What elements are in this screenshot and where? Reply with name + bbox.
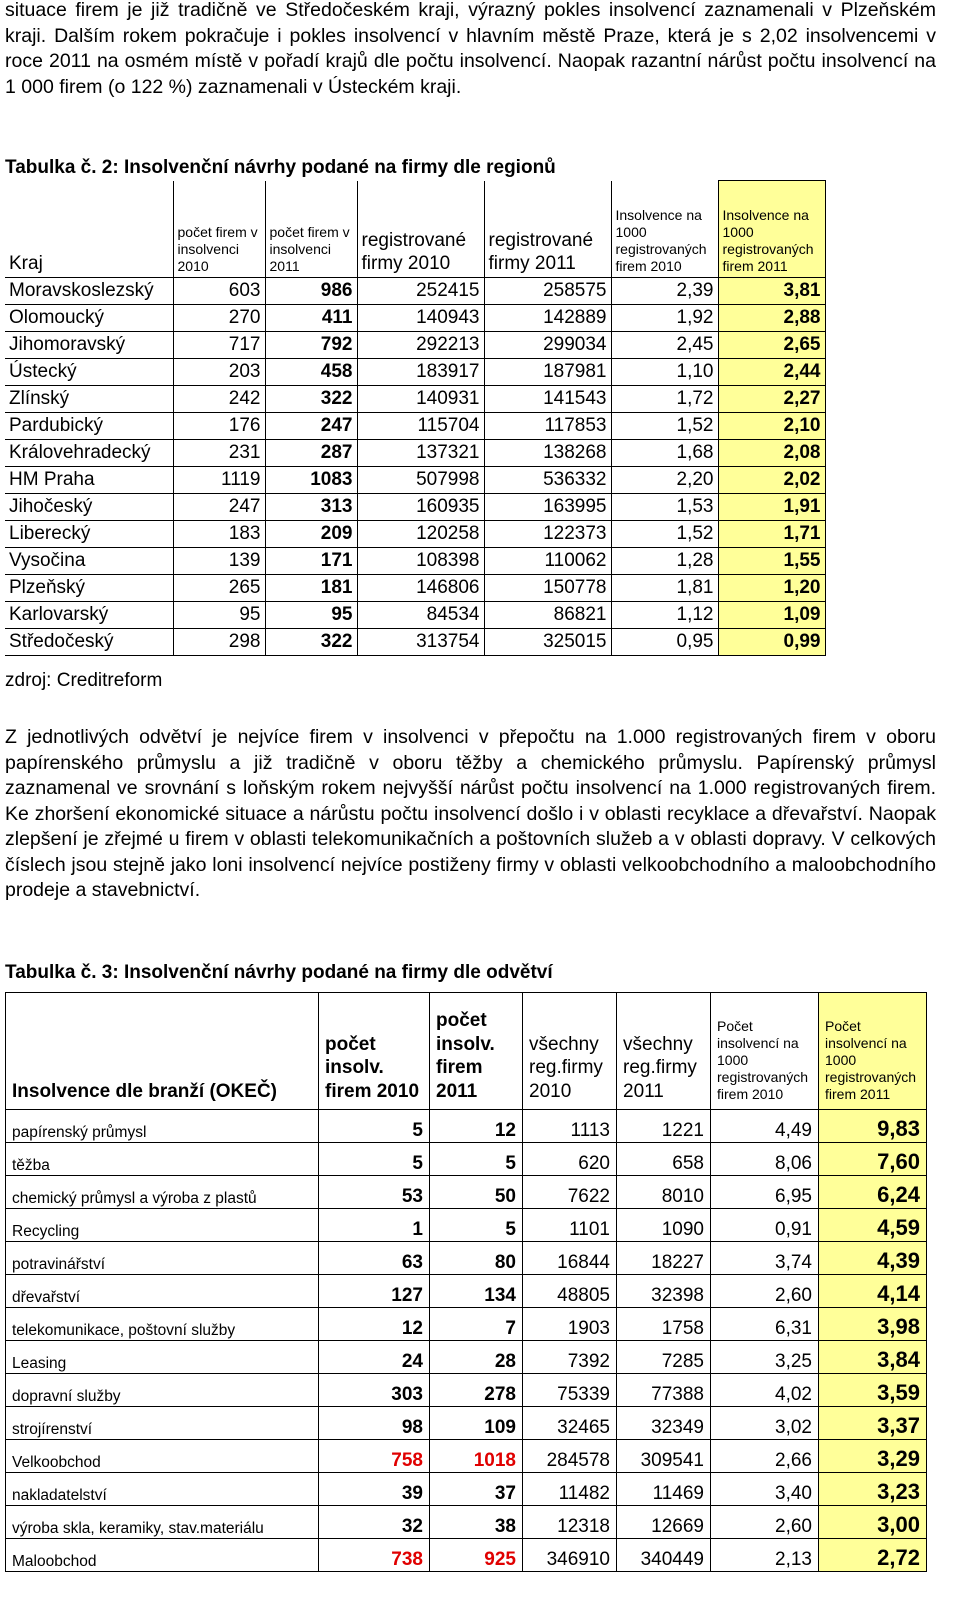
row-label: Královehradecký [5,440,173,467]
table-cell: 122373 [484,521,611,548]
table-cell: 134 [430,1275,523,1308]
table2-header-rate-2010: Insolvence na 1000 registrovaných firem 2010 [611,181,718,278]
table-cell: 270 [173,305,265,332]
table-row [6,1506,927,1539]
table-cell: 176 [173,413,265,440]
table-cell: 4,59 [819,1209,927,1242]
table-cell: 6,31 [711,1308,819,1341]
table-cell: 140943 [357,305,484,332]
table-cell: 322 [265,629,357,656]
table-cell: 32349 [617,1407,711,1440]
table-cell: 325015 [484,629,611,656]
table-cell: 141543 [484,386,611,413]
table-row [5,602,825,629]
table-cell: 1,20 [718,575,825,602]
table-cell: 2,44 [718,359,825,386]
table-cell: 115704 [357,413,484,440]
row-label: Karlovarský [5,602,173,629]
row-label: Velkoobchod [6,1440,319,1473]
table-row [6,1374,927,1407]
table2-body [5,278,825,656]
table-cell: 1758 [617,1308,711,1341]
table-cell: 1083 [265,467,357,494]
table-row [6,1176,927,1209]
table-cell: 247 [173,494,265,521]
sector-paragraph: Z jednotlivých odvětví je nejvíce firem v insolvenci v přepočtu na 1.000 registrovaných firem v oboru papírenského průmyslu a již tradičně v oboru těžby a chemického průmyslu. Papírenský průmysl zaznamenal ve srovnání s loňským rokem nejvyšší nárůst počtu insolvencí na 1.000 registrovaných firem. Ke zhoršení ekonomické situace a nárůstu počtu insolvencí došlo i v oblasti recyklace a dřevařství. Naopak zlepšení je zřejmé u firem v oblasti telekomunikačních a poštovních služeb a v oblasti dopravy. V celkových číslech jsou stejně jako loni insolvencí nejvíce postiženy firmy v oblasti velkoobchodního a maloobchodního prodeje a stavebnictví. [5,726,936,901]
table-cell: 252415 [357,278,484,305]
table3-header-count-2010: počet insolv. firem 2010 [319,993,430,1110]
table-cell: 38 [430,1506,523,1539]
table-row [5,359,825,386]
table-cell: 12 [430,1110,523,1143]
table-cell: 3,25 [711,1341,819,1374]
table-cell: 1018 [430,1440,523,1473]
table-cell: 1 [319,1209,430,1242]
table-cell: 1101 [523,1209,617,1242]
table-cell: 2,27 [718,386,825,413]
table-cell: 28 [430,1341,523,1374]
table-cell: 986 [265,278,357,305]
table-cell: 50 [430,1176,523,1209]
table-cell: 303 [319,1374,430,1407]
table-cell: 84534 [357,602,484,629]
table-cell: 86821 [484,602,611,629]
table-cell: 1113 [523,1110,617,1143]
intro-paragraph: situace firem je již tradičně ve Středočeském kraji, výrazný pokles insolvencí zaznamenali v Plzeňském kraji. Dalším rokem pokračuje i pokles insolvencí v hlavním městě Praze, která je s 2,02 insolvencemi v roce 2011 na osmém místě v pořadí krajů dle počtu insolvencí. Naopak razantní nárůst počtu insolvencí na 1 000 firem (o 122 %) zaznamenali v Ústeckém kraji. [5,0,936,98]
table-row [6,1110,927,1143]
table-cell: 1119 [173,467,265,494]
row-label: Pardubický [5,413,173,440]
table-row [5,629,825,656]
table-row [6,1308,927,1341]
table2-header-count-2011: počet firem v insolvenci 2011 [265,181,357,278]
table-row [6,1539,927,1572]
table-cell: 32 [319,1506,430,1539]
table-cell: 24 [319,1341,430,1374]
table-cell: 109 [430,1407,523,1440]
table-cell: 4,02 [711,1374,819,1407]
table-cell: 108398 [357,548,484,575]
table-cell: 2,60 [711,1275,819,1308]
table-cell: 163995 [484,494,611,521]
table-cell: 2,02 [718,467,825,494]
table-cell: 322 [265,386,357,413]
table-cell: 138268 [484,440,611,467]
table-cell: 11482 [523,1473,617,1506]
table-cell: 2,65 [718,332,825,359]
table-cell: 2,66 [711,1440,819,1473]
table-cell: 98 [319,1407,430,1440]
table-cell: 2,88 [718,305,825,332]
table-cell: 7622 [523,1176,617,1209]
table-cell: 183917 [357,359,484,386]
table-cell: 313 [265,494,357,521]
table-row [5,494,825,521]
row-label: Středočeský [5,629,173,656]
table-cell: 110062 [484,548,611,575]
table-cell: 231 [173,440,265,467]
table-cell: 7,60 [819,1143,927,1176]
table2-header-region: Kraj [5,181,173,278]
table-cell: 8,06 [711,1143,819,1176]
table-cell: 507998 [357,467,484,494]
table-cell: 203 [173,359,265,386]
table-cell: 0,99 [718,629,825,656]
table-row [5,440,825,467]
table-cell: 7 [430,1308,523,1341]
table-row [5,521,825,548]
table-row [6,1473,927,1506]
table-cell: 309541 [617,1440,711,1473]
table-row [5,332,825,359]
table3-header-count-2011: počet insolv. firem 2011 [430,993,523,1110]
table-cell: 120258 [357,521,484,548]
table3-header-rate-2010: Počet insolvencí na 1000 registrovaných firem 2010 [711,993,819,1110]
table-cell: 2,39 [611,278,718,305]
table2-header-rate-2011: Insolvence na 1000 registrovaných firem 2011 [718,181,825,278]
table-cell: 160935 [357,494,484,521]
row-label: Plzeňský [5,575,173,602]
table-cell: 187981 [484,359,611,386]
table-cell: 287 [265,440,357,467]
table-cell: 11469 [617,1473,711,1506]
table-cell: 247 [265,413,357,440]
table-cell: 0,91 [711,1209,819,1242]
table-cell: 75339 [523,1374,617,1407]
table-row [6,1341,927,1374]
row-label: těžba [6,1143,319,1176]
table-row [5,548,825,575]
table3-body [6,1110,927,1572]
table-cell: 2,08 [718,440,825,467]
row-label: Maloobchod [6,1539,319,1572]
row-label: Liberecký [5,521,173,548]
table-cell: 411 [265,305,357,332]
table-cell: 6,24 [819,1176,927,1209]
table-cell: 3,29 [819,1440,927,1473]
table-cell: 1,91 [718,494,825,521]
row-label: Olomoucký [5,305,173,332]
table-cell: 4,14 [819,1275,927,1308]
table-cell: 142889 [484,305,611,332]
table-cell: 146806 [357,575,484,602]
table-cell: 4,49 [711,1110,819,1143]
row-label: Moravskoslezský [5,278,173,305]
table-cell: 77388 [617,1374,711,1407]
table-cell: 1,28 [611,548,718,575]
table-row [6,1209,927,1242]
row-label: HM Praha [5,467,173,494]
row-label: nakladatelství [6,1473,319,1506]
table-cell: 1,55 [718,548,825,575]
table-cell: 1,92 [611,305,718,332]
table-cell: 1,52 [611,413,718,440]
table-cell: 1,71 [718,521,825,548]
table-cell: 139 [173,548,265,575]
table-cell: 12318 [523,1506,617,1539]
table-cell: 117853 [484,413,611,440]
table-cell: 5 [319,1110,430,1143]
table-cell: 32398 [617,1275,711,1308]
row-label: Recycling [6,1209,319,1242]
table-cell: 1090 [617,1209,711,1242]
table-cell: 620 [523,1143,617,1176]
table-cell: 284578 [523,1440,617,1473]
table-cell: 1,09 [718,602,825,629]
table-cell: 299034 [484,332,611,359]
table-row [5,575,825,602]
table2-header-registered-2011: registrované firmy 2011 [484,181,611,278]
table-row [5,467,825,494]
table-cell: 137321 [357,440,484,467]
table-cell: 3,00 [819,1506,927,1539]
table-cell: 171 [265,548,357,575]
table-cell: 1,10 [611,359,718,386]
table-cell: 39 [319,1473,430,1506]
table-cell: 95 [265,602,357,629]
table-cell: 8010 [617,1176,711,1209]
table-cell: 346910 [523,1539,617,1572]
table-cell: 758 [319,1440,430,1473]
table-cell: 242 [173,386,265,413]
table-cell: 3,98 [819,1308,927,1341]
table-cell: 1221 [617,1110,711,1143]
table-cell: 37 [430,1473,523,1506]
table-cell: 18227 [617,1242,711,1275]
table-cell: 53 [319,1176,430,1209]
table-row [5,386,825,413]
table-cell: 209 [265,521,357,548]
table-row [6,1407,927,1440]
row-label: Jihomoravský [5,332,173,359]
table-cell: 140931 [357,386,484,413]
row-label: Ústecký [5,359,173,386]
table3-header-registered-2011: všechny reg.firmy 2011 [617,993,711,1110]
table-cell: 3,81 [718,278,825,305]
table-cell: 1,52 [611,521,718,548]
table-cell: 3,02 [711,1407,819,1440]
table-row [6,1275,927,1308]
table-cell: 1,81 [611,575,718,602]
table-cell: 181 [265,575,357,602]
table-cell: 313754 [357,629,484,656]
table-cell: 95 [173,602,265,629]
table-cell: 32465 [523,1407,617,1440]
table-cell: 278 [430,1374,523,1407]
table-cell: 2,13 [711,1539,819,1572]
row-label: Leasing [6,1341,319,1374]
row-label: Vysočina [5,548,173,575]
table-cell: 265 [173,575,265,602]
table-cell: 2,72 [819,1539,927,1572]
table-cell: 2,60 [711,1506,819,1539]
table-cell: 0,95 [611,629,718,656]
table-cell: 458 [265,359,357,386]
table-cell: 3,59 [819,1374,927,1407]
table-cell: 5 [430,1209,523,1242]
table-cell: 63 [319,1242,430,1275]
row-label: dřevařství [6,1275,319,1308]
table2-caption: Tabulka č. 2: Insolvenční návrhy podané na firmy dle regionů [5,157,556,178]
table-row [6,1242,927,1275]
row-label: strojírenství [6,1407,319,1440]
table-cell: 5 [430,1143,523,1176]
table-cell: 925 [430,1539,523,1572]
row-label: výroba skla, keramiky, stav.materiálu [6,1506,319,1539]
table-cell: 738 [319,1539,430,1572]
table3-header-row [6,993,927,1110]
table-cell: 2,10 [718,413,825,440]
table-cell: 298 [173,629,265,656]
table-cell: 1903 [523,1308,617,1341]
table-cell: 1,53 [611,494,718,521]
table-row [5,278,825,305]
table-cell: 80 [430,1242,523,1275]
table-cell: 3,84 [819,1341,927,1374]
row-label: telekomunikace, poštovní služby [6,1308,319,1341]
table-cell: 3,23 [819,1473,927,1506]
table-row [6,1143,927,1176]
table-row [6,1440,927,1473]
row-label: potravinářství [6,1242,319,1275]
table-cell: 7392 [523,1341,617,1374]
table-cell: 5 [319,1143,430,1176]
row-label: papírenský průmysl [6,1110,319,1143]
table-cell: 1,68 [611,440,718,467]
table-cell: 792 [265,332,357,359]
table-cell: 258575 [484,278,611,305]
table-cell: 717 [173,332,265,359]
table-cell: 1,72 [611,386,718,413]
table-cell: 292213 [357,332,484,359]
table-insolvency-by-region [5,180,826,656]
table3-header-rate-2011: Počet insolvencí na 1000 registrovaných firem 2011 [819,993,927,1110]
table-cell: 7285 [617,1341,711,1374]
row-label: chemický průmysl a výroba z plastů [6,1176,319,1209]
table-cell: 2,45 [611,332,718,359]
table-cell: 3,40 [711,1473,819,1506]
table-cell: 48805 [523,1275,617,1308]
table2-source: zdroj: Creditreform [5,670,163,691]
table-cell: 12669 [617,1506,711,1539]
row-label: dopravní služby [6,1374,319,1407]
table-row [5,305,825,332]
table-cell: 16844 [523,1242,617,1275]
table3-header-sector: Insolvence dle branží (OKEČ) [6,993,319,1110]
table-cell: 1,12 [611,602,718,629]
table-cell: 127 [319,1275,430,1308]
table-cell: 536332 [484,467,611,494]
table3-header-registered-2010: všechny reg.firmy 2010 [523,993,617,1110]
table-cell: 3,37 [819,1407,927,1440]
table-cell: 6,95 [711,1176,819,1209]
table2-header-row [5,181,825,278]
table-cell: 183 [173,521,265,548]
table-cell: 12 [319,1308,430,1341]
row-label: Jihočeský [5,494,173,521]
table-cell: 603 [173,278,265,305]
table-cell: 150778 [484,575,611,602]
table-cell: 4,39 [819,1242,927,1275]
table2-header-count-2010: počet firem v insolvenci 2010 [173,181,265,278]
table-cell: 340449 [617,1539,711,1572]
table3-caption: Tabulka č. 3: Insolvenční návrhy podané na firmy dle odvětví [5,962,553,983]
table-row [5,413,825,440]
table-cell: 658 [617,1143,711,1176]
row-label: Zlínský [5,386,173,413]
table-cell: 9,83 [819,1110,927,1143]
table-cell: 2,20 [611,467,718,494]
table-insolvency-by-sector [5,992,927,1572]
table-cell: 3,74 [711,1242,819,1275]
table2-header-registered-2010: registrované firmy 2010 [357,181,484,278]
